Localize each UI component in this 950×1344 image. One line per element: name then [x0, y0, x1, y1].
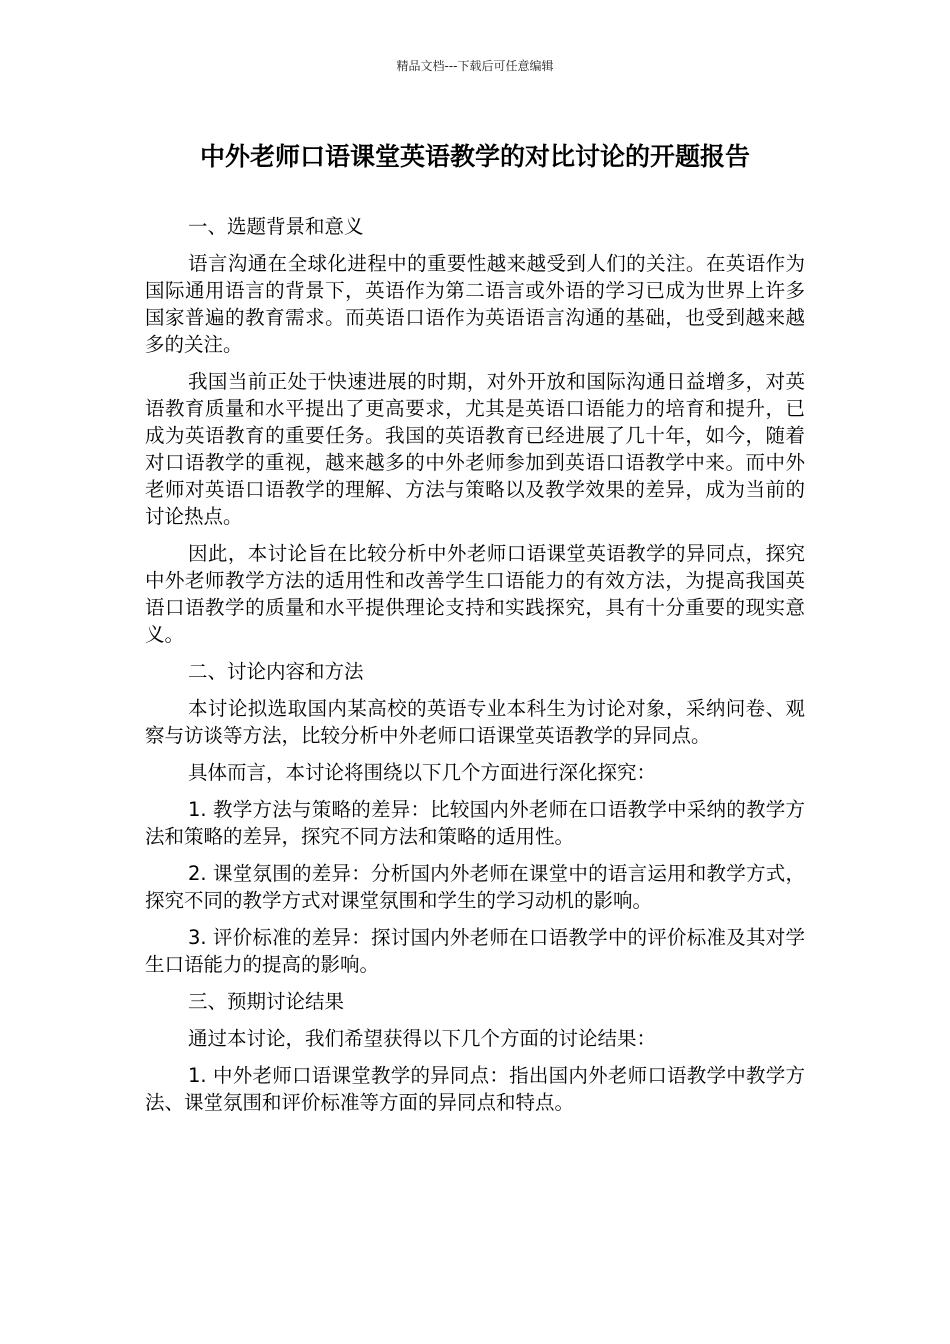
list-item-teaching-methods: 1. 教学方法与策略的差异：比较国内外老师在口语教学中采纳的教学方法和策略的差异，探究不同方法和策略的适用性。 [145, 798, 805, 848]
section-heading-expected-results: 三、预期讨论结果 [188, 990, 345, 1013]
paragraph-methods-2: 具体而言，本讨论将围绕以下几个方面进行深化探究： [188, 761, 657, 784]
paragraph-background-1: 语言沟通在全球化进程中的重要性越来越受到人们的关注。在英语作为国际通用语言的背景下，英语作为第二语言或外语的学习已成为世界上许多国家普遍的教育需求。而英语口语作为英语语言沟通的基础，也受到越来越多的关注。 [145, 252, 805, 356]
section-heading-content-methods: 二、讨论内容和方法 [188, 660, 364, 683]
list-item-classroom-atmosphere: 2. 课堂氛围的差异：分析国内外老师在课堂中的语言运用和教学方式，探究不同的教学方式对课堂氛围和学生的学习动机的影响。 [145, 862, 805, 912]
document-body [145, 213, 805, 1126]
paragraph-results-intro: 通过本讨论，我们希望获得以下几个方面的讨论结果： [188, 1027, 657, 1050]
paragraph-background-2: 我国当前正处于快速进展的时期，对外开放和国际沟通日益增多，对英语教育质量和水平提出了更高要求，尤其是英语口语能力的培育和提升，已成为英语教育的重要任务。我国的英语教育已经进展了几十年，如今，随着对口语教学的重视，越来越多的中外老师参加到英语口语教学中来。而中外老师对英语口语教学的理解、方法与策略以及教学效果的差异，成为当前的讨论热点。 [145, 370, 805, 528]
paragraph-background-3: 因此，本讨论旨在比较分析中外老师口语课堂英语教学的异同点，探究中外老师教学方法的适用性和改善学生口语能力的有效方法，为提高我国英语口语教学的质量和水平提供理论支持和实践探究，具有十分重要的现实意义。 [145, 542, 805, 646]
paragraph-methods-1: 本讨论拟选取国内某高校的英语专业本科生为讨论对象，采纳问卷、观察与访谈等方法，比较分析中外老师口语课堂英语教学的异同点。 [145, 697, 805, 747]
section-heading-background: 一、选题背景和意义 [188, 215, 364, 238]
page-header: 精品文档---下载后可任意编辑 [396, 59, 554, 73]
list-item-results-1: 1. 中外老师口语课堂教学的异同点：指出国内外老师口语教学中教学方法、课堂氛围和评价标准等方面的异同点和特点。 [145, 1064, 805, 1114]
list-item-evaluation-standards: 3. 评价标准的差异：探讨国内外老师在口语教学中的评价标准及其对学生口语能力的提高的影响。 [145, 926, 805, 976]
document-title: 中外老师口语课堂英语教学的对比讨论的开题报告 [199, 142, 750, 171]
